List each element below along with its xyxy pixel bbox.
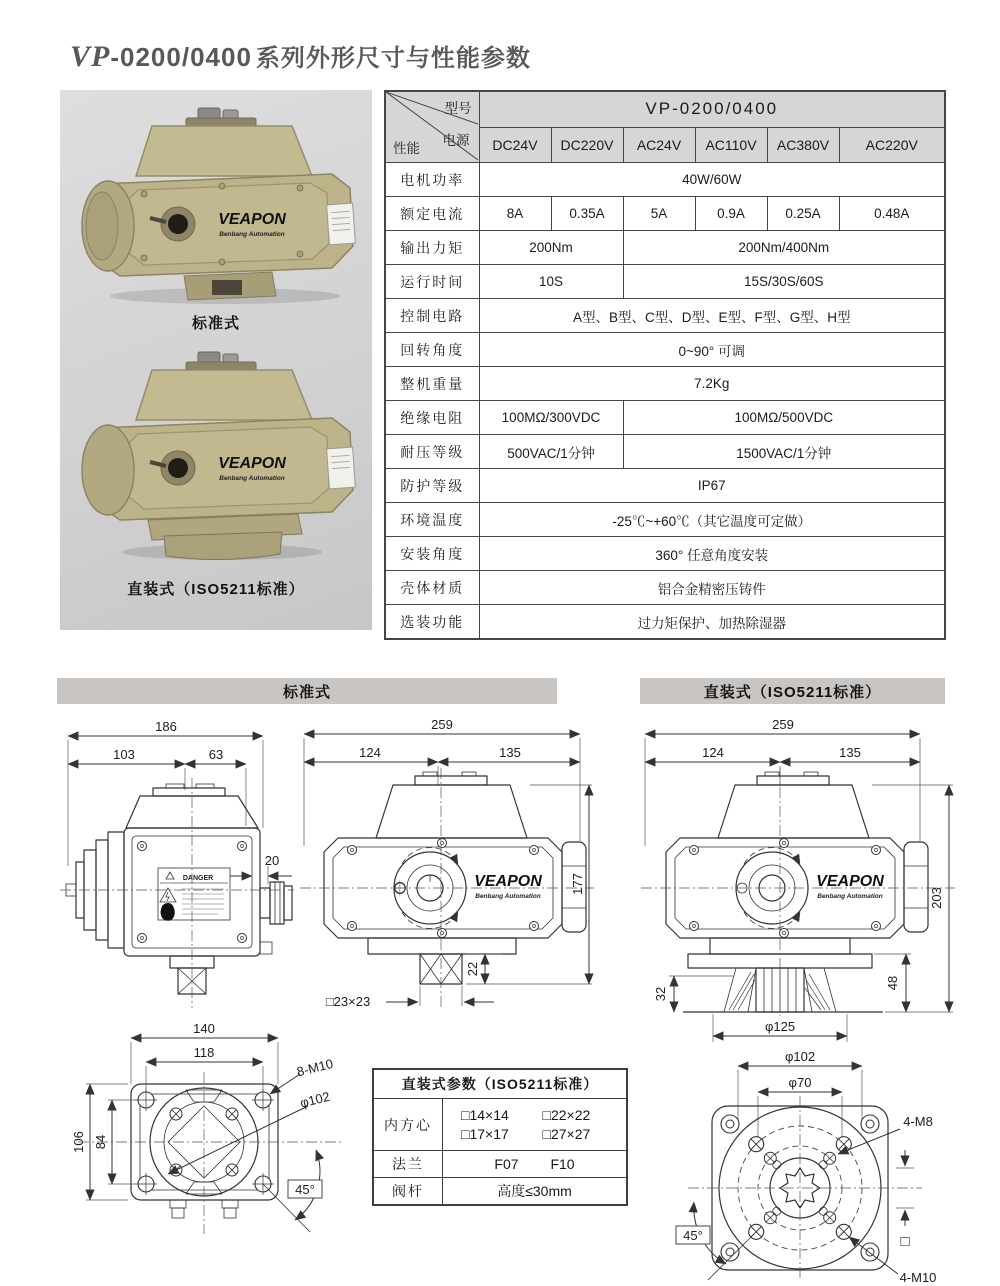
dim-48: 48 xyxy=(885,975,900,991)
dim-63: 63 xyxy=(208,747,224,762)
drawing-standard-bottom xyxy=(58,1022,353,1280)
angle-45-std: 45° xyxy=(295,1182,315,1197)
dim-phi125: φ125 xyxy=(764,1019,796,1034)
spec-row xyxy=(385,469,945,503)
dim-103: 103 xyxy=(113,747,135,762)
spec-row xyxy=(385,333,945,367)
spec-power-col: AC380V xyxy=(767,127,839,163)
section-bar-direct: 直装式（ISO5211标准） xyxy=(640,678,945,704)
spec-power-col: AC110V xyxy=(695,127,767,163)
spec-row-label: 额定电流 xyxy=(385,197,479,231)
dim-135d: 135 xyxy=(839,745,861,760)
params-stem-label: 阀杆 xyxy=(373,1178,443,1205)
photo1-brand-sub: Benbang Automation xyxy=(219,231,285,238)
spec-power-col: AC220V xyxy=(839,127,945,163)
spec-cell: IP67 xyxy=(479,469,945,503)
spec-cell: 100MΩ/500VDC xyxy=(623,401,945,435)
spec-row xyxy=(385,605,945,640)
spec-row xyxy=(385,231,945,265)
title-text-part: 系列外形尺寸与性能参数 xyxy=(255,45,531,72)
danger-label: DANGER xyxy=(182,875,214,882)
spec-row-label: 耐压等级 xyxy=(385,435,479,469)
spec-row-label: 运行时间 xyxy=(385,265,479,299)
spec-row-label: 回转角度 xyxy=(385,333,479,367)
params-square-values xyxy=(443,1102,626,1147)
spec-row-label: 环境温度 xyxy=(385,503,479,537)
spec-table-body xyxy=(385,163,945,640)
spec-cell: 铝合金精密压铸件 xyxy=(479,571,945,605)
spec-row-label: 整机重量 xyxy=(385,367,479,401)
spec-table xyxy=(384,90,946,640)
spec-row xyxy=(385,265,945,299)
spec-power-col: AC24V xyxy=(623,127,695,163)
spec-row-label: 选装功能 xyxy=(385,605,479,640)
corner-power-label: 电源 xyxy=(442,133,470,148)
dim-259: 259 xyxy=(431,717,453,732)
product-photo-standard xyxy=(60,96,372,310)
boss-hatch-right xyxy=(804,968,836,1012)
spec-row xyxy=(385,197,945,231)
spec-cell: 500VAC/1分钟 xyxy=(479,435,623,469)
spec-row-label: 控制电路 xyxy=(385,299,479,333)
spec-row xyxy=(385,367,945,401)
title-model-part: -0200/0400 xyxy=(110,42,252,72)
spec-power-col: DC220V xyxy=(551,127,623,163)
drawing-standard-side xyxy=(58,716,298,1014)
params-square-label: 内方心 xyxy=(373,1099,443,1151)
photo2-brand-sub: Benbang Automation xyxy=(219,475,285,482)
dim-186: 186 xyxy=(155,719,177,734)
spec-cell: 7.2Kg xyxy=(479,367,945,401)
spec-cell: 0.35A xyxy=(551,197,623,231)
title-brand-part: VP xyxy=(70,40,111,73)
spec-row xyxy=(385,299,945,333)
flange-value: F10 xyxy=(550,1156,575,1172)
dim-135: 135 xyxy=(499,745,521,760)
spec-cell: 0.25A xyxy=(767,197,839,231)
spec-cell: 0~90° 可调 xyxy=(479,333,945,367)
label-4-m8: 4-M8 xyxy=(903,1114,933,1129)
spec-row xyxy=(385,537,945,571)
photo1-brand: VEAPON xyxy=(218,211,286,228)
dia-70-flange: φ70 xyxy=(788,1075,812,1090)
spec-row-label: 防护等级 xyxy=(385,469,479,503)
corner-perf-label: 性能 xyxy=(393,141,420,156)
params-stem-value: 高度≤30mm xyxy=(443,1178,628,1205)
photo-label-standard: 标准式 xyxy=(191,315,240,332)
drawing-direct-bottom xyxy=(650,1030,955,1286)
spec-cell: -25℃~+60℃（其它温度可定做） xyxy=(479,503,945,537)
dim-177: 177 xyxy=(570,873,585,895)
dim-124: 124 xyxy=(359,745,381,760)
product-photo-panel xyxy=(60,90,372,630)
page-title xyxy=(70,38,531,74)
spec-cell: A型、B型、C型、D型、E型、F型、G型、H型 xyxy=(479,299,945,333)
dim-203: 203 xyxy=(929,887,944,909)
square-value: □17×17 xyxy=(461,1126,509,1142)
dim-106: 106 xyxy=(71,1131,86,1153)
label-4-m10: 4-M10 xyxy=(899,1270,937,1285)
photo2-brand: VEAPON xyxy=(218,455,286,472)
dim-118: 118 xyxy=(193,1045,215,1060)
drawing2-brand: VEAPON xyxy=(816,873,884,890)
square-value: □14×14 xyxy=(461,1107,509,1123)
spec-cell: 40W/60W xyxy=(479,163,945,197)
spec-row xyxy=(385,571,945,605)
product-photo-direct xyxy=(60,342,372,564)
bolts-8-m10: 8-M10 xyxy=(295,1055,335,1080)
square-symbol: □ xyxy=(900,1233,910,1250)
drawing2-brand-sub: Benbang Automation xyxy=(817,893,883,900)
spec-power-col: DC24V xyxy=(479,127,551,163)
angle-45-direct: 45° xyxy=(683,1228,703,1243)
dim-140: 140 xyxy=(193,1022,215,1036)
spec-cell: 1500VAC/1分钟 xyxy=(623,435,945,469)
params-flange-values xyxy=(443,1151,628,1178)
spec-table-head xyxy=(385,91,945,163)
dim-259d: 259 xyxy=(772,717,794,732)
spec-row-label: 电机功率 xyxy=(385,163,479,197)
square-value: □22×22 xyxy=(542,1107,591,1123)
spec-cell: 15S/30S/60S xyxy=(623,265,945,299)
dim-124d: 124 xyxy=(702,745,724,760)
square-value: □27×27 xyxy=(542,1126,591,1142)
boss-hatch-left xyxy=(724,968,756,1012)
spec-row xyxy=(385,163,945,197)
spec-cell: 360° 任意角度安装 xyxy=(479,537,945,571)
shaft-square-label: □23×23 xyxy=(325,994,371,1009)
spec-cell: 10S xyxy=(479,265,623,299)
dim-20: 20 xyxy=(264,853,280,868)
params-title: 直装式参数（ISO5211标准） xyxy=(373,1069,627,1099)
spec-cell: 0.9A xyxy=(695,197,767,231)
spec-row-label: 壳体材质 xyxy=(385,571,479,605)
spec-row-label: 输出力矩 xyxy=(385,231,479,265)
flange-value: F07 xyxy=(494,1156,519,1172)
spec-row xyxy=(385,503,945,537)
spec-row xyxy=(385,435,945,469)
spec-cell: 8A xyxy=(479,197,551,231)
spec-corner-cell xyxy=(385,91,479,163)
direct-params-table xyxy=(372,1068,628,1206)
drawing1-brand: VEAPON xyxy=(474,873,542,890)
dia-102-label: φ102 xyxy=(298,1088,332,1111)
dim-22: 22 xyxy=(465,961,480,977)
spec-cell: 0.48A xyxy=(839,197,945,231)
spec-cell: 过力矩保护、加热除湿器 xyxy=(479,605,945,640)
spec-row-label: 安装角度 xyxy=(385,537,479,571)
params-flange-label: 法兰 xyxy=(373,1151,443,1178)
spec-cell: 5A xyxy=(623,197,695,231)
spec-cell: 200Nm xyxy=(479,231,623,265)
dia-102-flange: φ102 xyxy=(784,1049,816,1064)
spec-model-value: VP-0200/0400 xyxy=(479,91,945,127)
photo-label-direct: 直装式（ISO5211标准） xyxy=(127,581,305,598)
drawing-standard-front xyxy=(290,716,600,1018)
drawing-direct-front xyxy=(625,716,960,1048)
spec-cell: 200Nm/400Nm xyxy=(623,231,945,265)
spec-row xyxy=(385,401,945,435)
section-bar-standard: 标准式 xyxy=(57,678,557,704)
corner-model-label: 型号 xyxy=(444,101,472,116)
dim-84: 84 xyxy=(93,1134,108,1150)
spec-cell: 100MΩ/300VDC xyxy=(479,401,623,435)
dim-32: 32 xyxy=(653,986,668,1002)
spec-row-label: 绝缘电阻 xyxy=(385,401,479,435)
drawing1-brand-sub: Benbang Automation xyxy=(475,893,541,900)
